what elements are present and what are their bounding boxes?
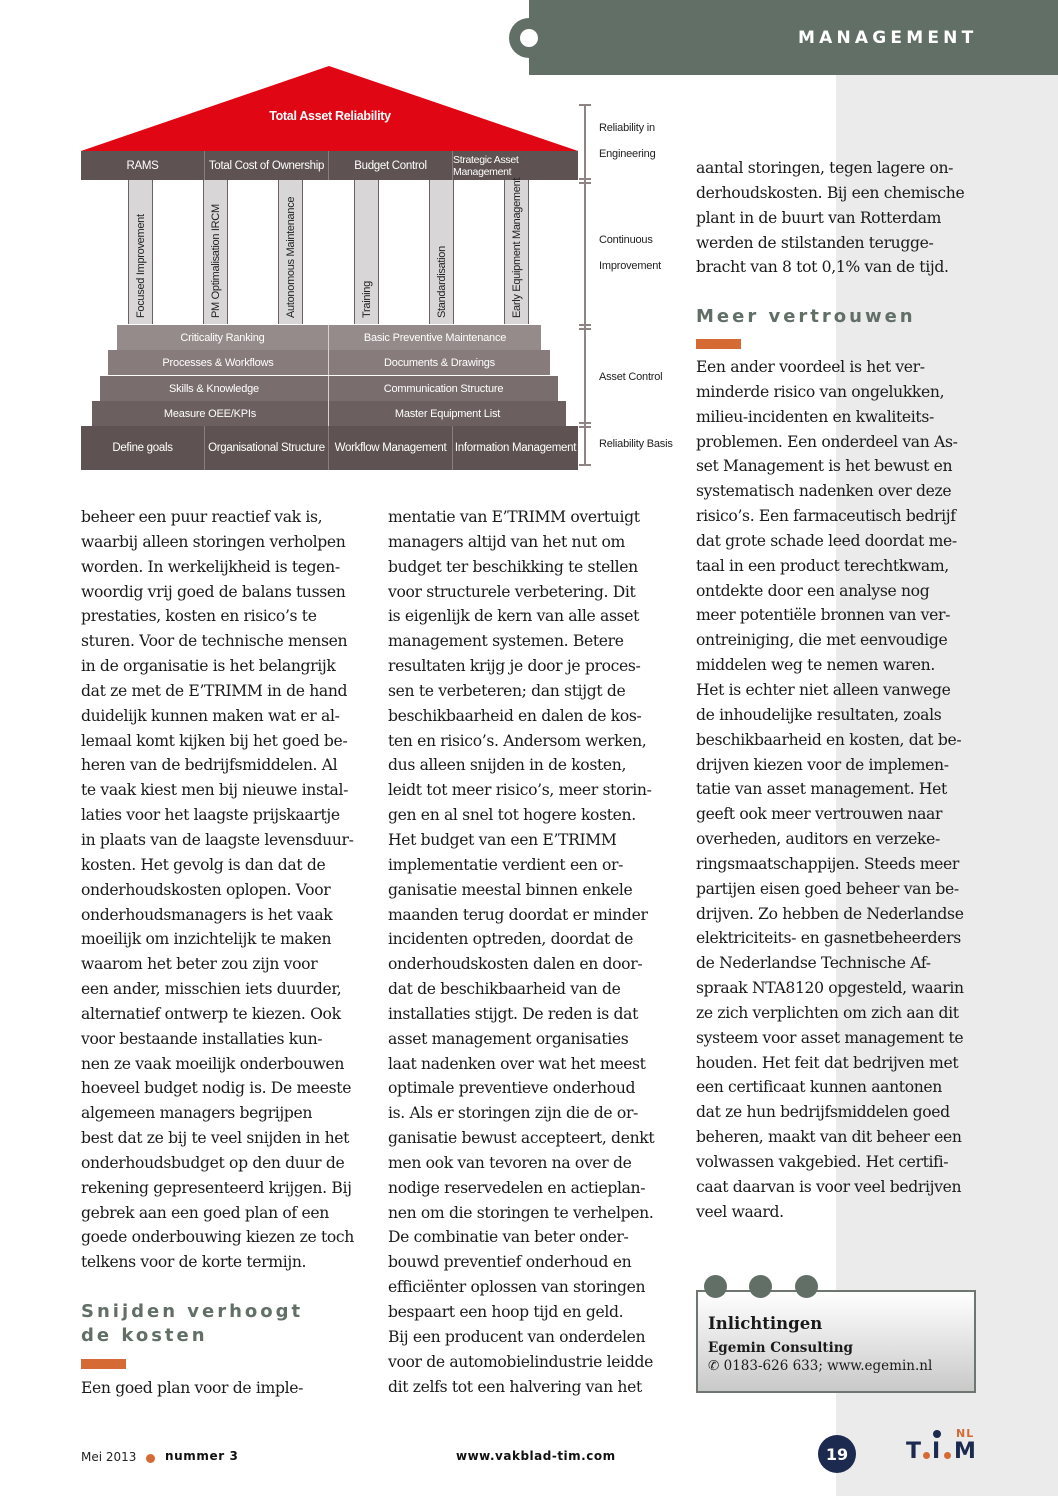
text-line: milieu-incidenten en kwaliteits- xyxy=(696,407,934,426)
text-line: in plaats van de laagste levensduur- xyxy=(81,830,354,849)
text-line: bouwd preventief onderhoud en xyxy=(388,1253,632,1272)
text-line: gen en al snel tot hogere kosten. xyxy=(388,806,636,825)
text-line: dat ze met de E’TRIMM in de hand xyxy=(81,681,348,700)
text-line: een certificaat kunnen aantonen xyxy=(696,1078,942,1097)
footer-dot-icon xyxy=(146,1454,155,1463)
footer-issue: nummer 3 xyxy=(165,1449,239,1463)
text-line: taal in een product terechtkwam, xyxy=(696,556,949,575)
text-line: heren van de bedrijfsmiddelen. Al xyxy=(81,756,338,775)
text-line: nen om die storingen te verhelpen. xyxy=(388,1203,654,1222)
pillar: Autonomous Maintenance xyxy=(278,180,303,324)
beam-strategic-asset-mgmt: Strategic Asset Management xyxy=(453,151,578,180)
step-right: Documents & Drawings xyxy=(329,350,550,375)
text-line: overheden, auditors en verzeke- xyxy=(696,830,940,849)
scale-tick xyxy=(579,328,591,330)
base-define-goals: Define goals xyxy=(81,426,205,470)
text-line: een ander, misschien iets duurder, xyxy=(81,980,342,999)
article-column-3-top xyxy=(696,156,964,280)
info-dot-icon xyxy=(704,1275,727,1298)
text-line: drijven kiezen voor de implemen- xyxy=(696,755,949,774)
text-line: moeilijk om inzichtelijk te maken xyxy=(81,930,332,949)
text-line: geeft ook meer vertrouwen naar xyxy=(696,805,943,824)
logo-dot-icon xyxy=(944,1452,951,1459)
text-line: hoeveel budget nodig is. De meeste xyxy=(81,1079,352,1098)
scale-tick xyxy=(579,464,591,466)
text-line: duidelijk kunnen maken wat er al- xyxy=(81,706,340,725)
scale-tick xyxy=(579,104,591,106)
text-line: is. Als er storingen zijn die de or- xyxy=(388,1104,638,1123)
text-line: middelen weg te nemen waren. xyxy=(696,656,935,675)
text-line: implementatie verdient een or- xyxy=(388,855,624,874)
pillar: Training xyxy=(354,180,379,324)
text-line: tatie van asset management. Het xyxy=(696,780,947,799)
asset-reliability-diagram xyxy=(0,0,700,480)
text-line: alternatief ontwerp te kiezen. Ook xyxy=(81,1004,341,1023)
logo-letter-i: I xyxy=(932,1439,941,1464)
text-line: rekening gepresenteerd krijgen. Bij xyxy=(81,1178,352,1197)
text-line: ontreiniging, die met eenvoudige xyxy=(696,631,948,650)
text-line: optimale preventieve onderhoud xyxy=(388,1079,636,1098)
text-line: volwassen vakgebied. Het certifi- xyxy=(696,1153,949,1171)
text-line: beschikbaarheid en kosten, dat be- xyxy=(696,730,962,749)
text-line: voor bestaande installaties kun- xyxy=(81,1029,323,1048)
scale-label-asset-control: Asset Control xyxy=(599,371,663,383)
text-line: onderhoudsmanagers is het vaak xyxy=(81,905,333,924)
scale-tick xyxy=(579,182,591,184)
text-line: houden. Het feit dat bedrijven met xyxy=(696,1053,959,1072)
text-line: is eigenlijk de kern van alle asset xyxy=(388,607,640,626)
section-label: MANAGEMENT xyxy=(798,28,978,48)
step-right: Master Equipment List xyxy=(329,401,566,426)
scale-tick xyxy=(579,422,591,424)
text-line: nen ze vaak moeilijk onderbouwen xyxy=(81,1054,345,1073)
scale-label-continuous: Continuous Improvement xyxy=(599,234,661,272)
text-line: laties voor het laagste prijskaartje xyxy=(81,806,340,825)
base-org-structure: Organisational Structure xyxy=(205,426,329,470)
text-line: minderde risico van ongelukken, xyxy=(696,382,945,401)
text-line: incidenten optreden, doordat de xyxy=(388,930,634,949)
article-column-1 xyxy=(81,505,354,1275)
text-line: managers altijd van het nut om xyxy=(388,532,625,551)
beam-tco: Total Cost of Ownership xyxy=(205,151,329,180)
text-line: ten en risico’s. Andersom werken, xyxy=(388,731,647,750)
logo-dot-icon xyxy=(923,1452,930,1459)
text-line: budget ter beschikking te stellen xyxy=(388,557,638,576)
text-line: lemaal komt kijken bij het goed be- xyxy=(81,731,348,750)
text-line: dat de beschikbaarheid van de xyxy=(388,980,621,999)
text-line: beheer een puur reactief vak is, xyxy=(81,508,323,526)
text-line: drijven. Zo hebben de Nederlandse xyxy=(696,904,964,923)
text-line: voor structurele verbetering. Dit xyxy=(388,582,636,601)
step-left: Criticality Ranking xyxy=(117,325,329,350)
text-line: asset management organisaties xyxy=(388,1029,629,1048)
text-line: beschikbaarheid en dalen de kos- xyxy=(388,706,642,725)
text-line: waarom het beter zou zijn voor xyxy=(81,955,318,974)
text-line: Bij een producent van onderdelen xyxy=(388,1327,646,1346)
text-line: derhoudskosten. Bij een chemische xyxy=(696,183,965,202)
text-line: best dat ze bij te veel snijden in het xyxy=(81,1129,350,1148)
text-line: veel waard. xyxy=(696,1202,784,1221)
text-line: bracht van 8 tot 0,1% van de tijd. xyxy=(696,258,949,277)
text-line: systematisch nadenken over deze xyxy=(696,482,952,501)
text-line: gebrek aan een goed plan of een xyxy=(81,1203,329,1222)
text-line: onderhoudskosten oplopen. Voor xyxy=(81,880,331,899)
text-line: aantal storingen, tegen lagere on- xyxy=(696,159,954,177)
text-line: dat grote schade leed doordat me- xyxy=(696,531,957,550)
text-line: systeem voor asset management te xyxy=(696,1028,964,1047)
base-workflow-mgmt: Workflow Management xyxy=(329,426,453,470)
info-company: Egemin Consulting xyxy=(708,1340,853,1356)
text-line: partijen eisen goed beheer van be- xyxy=(696,879,959,898)
accent-bar xyxy=(696,339,741,349)
text-line: installaties stijgt. De reden is dat xyxy=(388,1004,639,1023)
text-line: ganisatie meestal binnen enkele xyxy=(388,880,633,899)
text-line: de Nederlandse Technische Af- xyxy=(696,954,931,973)
article-column-3 xyxy=(696,355,964,1225)
roof-label: Total Asset Reliability xyxy=(269,109,391,123)
text-line: problemen. Een onderdeel van As- xyxy=(696,432,958,451)
text-line: mentatie van E’TRIMM overtuigt xyxy=(388,508,640,526)
text-line: risico’s. Een farmaceutisch bedrijf xyxy=(696,507,956,526)
text-line: nodige reservedelen en actieplan- xyxy=(388,1178,646,1197)
step-left: Skills & Knowledge xyxy=(100,376,329,401)
page-number: 19 xyxy=(818,1435,856,1473)
text-line: ontdekte door een analyse nog xyxy=(696,581,930,600)
text-line: plant in de buurt van Rotterdam xyxy=(696,208,942,227)
text-line: telkens voor de korte termijn. xyxy=(81,1253,307,1272)
scale-label-reliability-basis: Reliability Basis xyxy=(599,438,673,450)
info-contact: ✆ 0183-626 633; www.egemin.nl xyxy=(708,1358,933,1374)
text-line: sturen. Voor de technische mensen xyxy=(81,632,348,651)
pillar: Early Equipment Management xyxy=(504,180,529,324)
text-line: efficiënter oplossen van storingen xyxy=(388,1278,646,1297)
text-line: spraak NTA8120 opgesteld, waarin xyxy=(696,979,964,998)
scale-tick xyxy=(579,324,591,326)
footer-url[interactable]: www.vakblad-tim.com xyxy=(456,1449,616,1463)
text-line: onderhoudskosten dalen en door- xyxy=(388,955,643,974)
text-line: ganisatie bewust accepteert, denkt xyxy=(388,1129,655,1148)
step-left: Processes & Workflows xyxy=(108,350,329,375)
beam-rams: RAMS xyxy=(81,151,205,180)
text-line: dat ze hun bedrijfsmiddelen goed xyxy=(696,1103,950,1122)
logo-dot-icon xyxy=(933,1430,941,1438)
text-line: set Management is het bewust en xyxy=(696,457,953,476)
text-line: de inhoudelijke resultaten, zoals xyxy=(696,705,942,724)
step-right: Basic Preventive Maintenance xyxy=(329,325,541,350)
pillar: Standardisation xyxy=(429,180,454,324)
text-line: dit zelfs tot een halvering van het xyxy=(388,1377,642,1396)
logo-letter-m: M xyxy=(954,1439,976,1464)
scale-tick xyxy=(579,426,591,428)
text-line: Het budget van een E’TRIMM xyxy=(388,830,617,849)
tim-logo xyxy=(906,1427,986,1467)
text-line: men ook van tevoren na over de xyxy=(388,1153,632,1172)
scale-line xyxy=(584,104,586,464)
text-line: prestaties, kosten en risico’s te xyxy=(81,607,317,626)
text-line: bespaart een hoop tijd en geld. xyxy=(388,1303,624,1321)
text-line: ze zich verplichten om zich aan dit xyxy=(696,1003,959,1022)
info-dot-icon xyxy=(795,1275,818,1298)
text-line: goede onderbouwing kiezen ze toch xyxy=(81,1228,354,1247)
text-line: Het is echter niet alleen vanwege xyxy=(696,680,951,699)
scale-tick xyxy=(579,178,591,180)
text-line: algemeen managers begrijpen xyxy=(81,1104,313,1123)
step-left: Measure OEE/KPIs xyxy=(92,401,329,426)
text-line: worden. In werkelijkheid is tegen- xyxy=(81,557,340,576)
text-line: management systemen. Betere xyxy=(388,632,624,651)
text-line: leidt tot meer risico’s, meer storin- xyxy=(388,781,652,800)
text-line: ringsmaatschappijen. Steeds meer xyxy=(696,854,960,873)
article-column-1-continued: Een goed plan voor de imple- xyxy=(81,1379,304,1397)
text-line: in de organisatie is het belangrijk xyxy=(81,657,336,676)
text-line: onderhoudsbudget op den duur de xyxy=(81,1153,345,1172)
text-line: De combinatie van beter onder- xyxy=(388,1228,629,1247)
footer-date: Mei 2013 xyxy=(81,1450,137,1464)
text-line: dus alleen snijden in de kosten, xyxy=(388,756,627,775)
text-line: werden de stilstanden terugge- xyxy=(696,233,934,252)
text-line: maanden terug doordat er minder xyxy=(388,905,648,924)
beam-budget-control: Budget Control xyxy=(329,151,453,180)
text-line: Een ander voordeel is het ver- xyxy=(696,358,925,376)
subheading-snijden: Snijden verhoogt de kosten xyxy=(81,1301,304,1346)
text-line: resultaten krijg je door je proces- xyxy=(388,657,641,676)
base-information-mgmt: Information Management xyxy=(453,426,578,470)
info-dot-icon xyxy=(749,1275,772,1298)
text-line: laat nadenken over wat het meest xyxy=(388,1054,646,1073)
step-right: Communication Structure xyxy=(329,376,558,401)
text-line: kosten. Het gevolg is dan dat de xyxy=(81,855,326,874)
logo-letter-t: T xyxy=(906,1439,922,1464)
text-line: caat daarvan is voor veel bedrijven xyxy=(696,1177,962,1196)
text-line: elektriciteits- en gasnetbeheerders xyxy=(696,929,961,948)
text-line: te vaak kiest men bij nieuwe instal- xyxy=(81,781,349,800)
logo-nl: NL xyxy=(956,1427,975,1440)
text-line: woordig vrij goed de balans tussen xyxy=(81,582,346,601)
subheading-meer-vertrouwen: Meer vertrouwen xyxy=(696,306,916,327)
info-title: Inlichtingen xyxy=(708,1314,823,1333)
text-line: voor de automobielindustrie leidde xyxy=(388,1352,653,1371)
pillar: PM Optimalisation IRCM xyxy=(203,180,228,324)
roof xyxy=(0,0,700,160)
text-line: sen te verbeteren; dan stijgt de xyxy=(388,681,626,700)
pillar: Focused Improvement xyxy=(128,180,153,324)
accent-bar xyxy=(81,1359,126,1369)
article-column-2 xyxy=(388,505,654,1399)
text-line: waarbij alleen storingen verholpen xyxy=(81,532,346,551)
text-line: meer potentiële bronnen van ver- xyxy=(696,606,951,625)
scale-label-engineering: Reliability in Engineering xyxy=(599,122,656,160)
text-line: beheren, maakt van dit beheer een xyxy=(696,1128,962,1147)
